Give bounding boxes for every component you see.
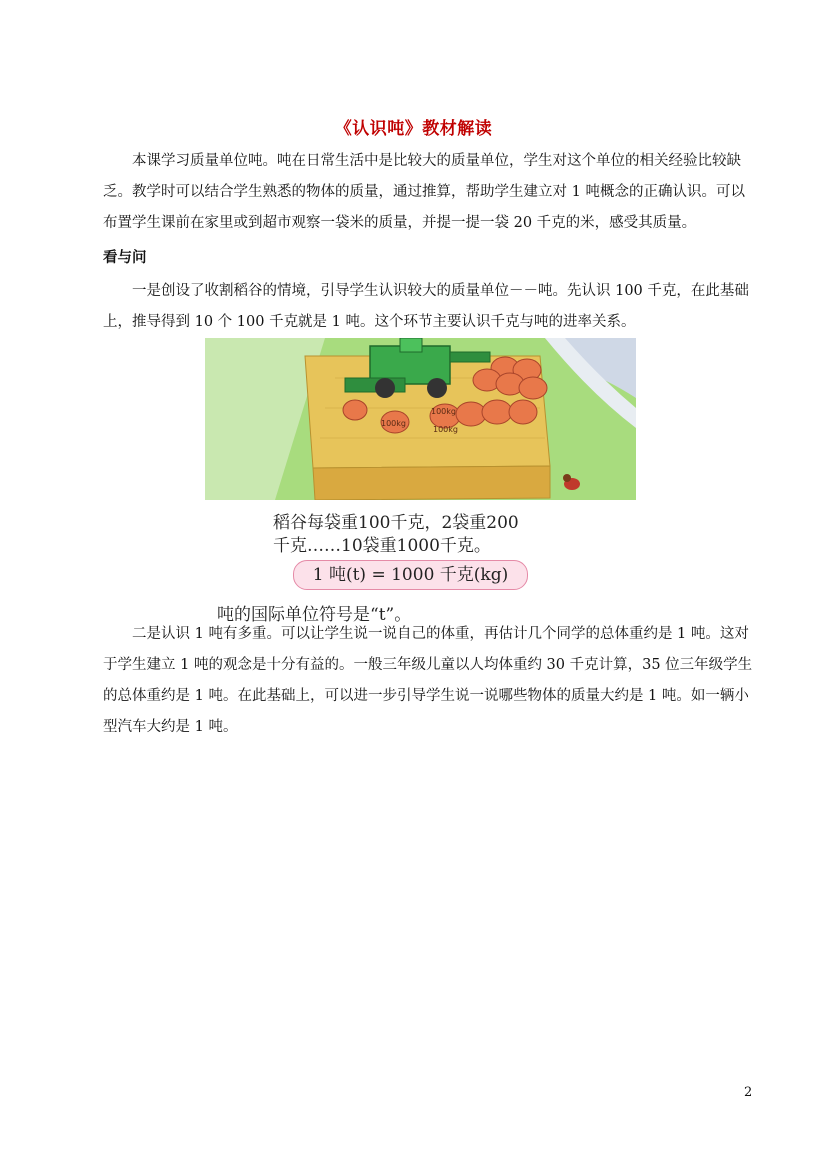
figure-caption-unit-symbol: 吨的国际单位符号是“t”。 bbox=[217, 605, 412, 625]
bag-label: 100kg bbox=[433, 425, 458, 434]
figure-caption-line1: 稻谷每袋重100千克，2袋重200 bbox=[273, 513, 519, 533]
formula-box: 1 吨(t) = 1000 千克(kg) bbox=[293, 560, 528, 590]
page-number: 2 bbox=[744, 1085, 753, 1100]
harvest-illustration bbox=[205, 338, 636, 500]
section-heading: 看与问 bbox=[103, 249, 147, 266]
paragraph-intro: 本课学习质量单位吨。吨在日常生活中是比较大的质量单位，学生对这个单位的相关经验比较缺乏。教学时可以结合学生熟悉的物体的质量，通过推算，帮助学生建立对 1 吨概念的正确认识。可以布置学生课前在家里或到超市观察一袋米的质量，并提一提一袋 20 千克的米，感受其质量。 bbox=[103, 153, 745, 231]
textbook-figure bbox=[205, 338, 636, 624]
figure-caption-line2: 千克……10袋重1000千克。 bbox=[273, 536, 491, 556]
paragraph-how-heavy: 二是认识 1 吨有多重。可以让学生说一说自己的体重，再估计几个同学的总体重约是 1 吨。这对于学生建立 1 吨的观念是十分有益的。一般三年级儿童以人均体重约 30 千克计算，35 位三年级学生的总体重约是 1 吨。在此基础上，可以进一步引导学生说一说哪些物体的质量大约是 1 吨。如一辆小型汽车大约是 1 吨。 bbox=[103, 626, 753, 735]
bag-label: 100kg bbox=[381, 419, 406, 428]
bag-label: 100kg bbox=[431, 407, 456, 416]
paragraph-look-and-ask: 一是创设了收割稻谷的情境，引导学生认识较大的质量单位－－吨。先认识 100 千克，在此基础上，推导得到 10 个 100 千克就是 1 吨。这个环节主要认识千克与吨的进率关系。 bbox=[103, 283, 749, 330]
page-title: 《认识吨》教材解读 bbox=[334, 119, 493, 139]
